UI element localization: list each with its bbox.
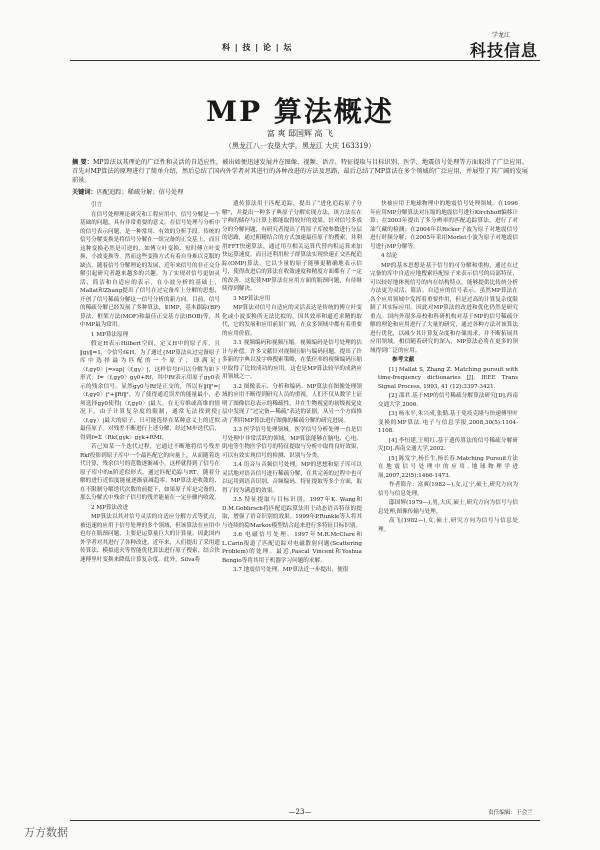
paragraph: 假定H表示Hilbert空间，定义H中的原子库，且‖gγ‖=1，令信号f∈H，为了通过{MP算法从过完备原子库中选择最为匹配的一个原子，即满足|〈f,gγ0〉|=sup|〈f,gγ〉|，这样信号f可以分解为如下形式：f=〈f,gγ0〉gγ0+Rf，其中Rf表示用原子gγ0表示的残余信号。显然gγ0与Rf是正交的，所以有‖f‖²=|〈f,gγ0〉|²+‖Rf‖²。为了使得通近误差的能量最小，必须选择gγ0使得|〈f,gγ0〉|最大。在无穷维或高维的情况下，由于计算复杂度的限制，通常无法找到使|〈f,gγ〉|最大的原子，只可能选择在某种意义上的近似最佳原子。对残差不断进行上述分解，经过M步迭代后，得到f=Σ〈Rkf,gγk〉gγk+RMf。	[80, 341, 220, 441]
journal-logo	[470, 30, 555, 58]
paragraph: 3.2 图像表示、分析和编码。MP算法在图像处理领域的应用不断得到研究人员的重视。人们不仅从数学上证明了图像信息表示的稀疏性，并在生物视觉的初级视觉皮层中发现了“过完备—稀疏”表达的证据。从另一个方面推动了利用MP算法进行图像的稀疏分解的研究进展。	[222, 383, 362, 424]
paragraph: MP的基本思想是基于信号的可分解和重构，通过在过完备的库中自适应地搜索匹配原子来表示信号的局部特征，可以较好地体现信号的内在结构特点，能够提供比传统分析方法更为灵活、简洁、自适应的信号表示。虽然MP算法在各个应用领域中发挥着重要作用，但是过高的计算复杂度限制了其实际应用。因此对MP算法的改进和优化仍然是研究重点。国内外很多高校和科研机构对基于MP的信号稀疏分解的理论和应用进行了大量的研究，通过各种方法对该算法进行优化，以减少其计算复杂度和存储需求，并不断拓展其应用领域，相信随着研究的深入，MP算法必将在更多的领域得到广泛的应用。	[370, 262, 518, 354]
section-heading: 3 MP算法应用	[233, 295, 271, 302]
reference-item: [3] 杨永平,朱兴成,张勤.基于免疫克隆与快速傅里叶变换的MP算法.电子与信息学报,2008,30(5):1104-1108.	[378, 411, 518, 434]
keywords-text: 匹配追踪；稀疏分解；信号处理	[96, 189, 184, 196]
page-number: —23—	[288, 808, 312, 816]
article-affiliation: （黑龙江八一农垦大学，黑龙江 大庆 163319）	[224, 142, 376, 150]
keywords-label: 关键词：	[72, 189, 97, 196]
logo-title: 科技信息	[470, 41, 539, 60]
text-column-3	[370, 200, 518, 840]
paragraph: 3.5 特征提取与目标识别。1997年K. Wang和D.M.Goblirsch将匹配追踪算法用于动态语音特征的提取，增强了语音识别的效果。1999年P.Runkle等人将其与连续的隐Markov模型结合起来进行多特征目标识别。	[222, 497, 362, 529]
text-column-2	[222, 200, 362, 840]
reference-item: 作者简介：富爽(1982—),女,辽宁,硕士,研究方向为信号与信息处理。	[378, 482, 518, 497]
section-heading: 2 MP算法改进	[91, 504, 129, 511]
paragraph: 3.4 语音与音频信号处理。MP的思想和原子库可以灵活地对语音信号进行稀疏分解，在其完善的过程中也可以运用到语音识别、音频编码、特征提取等多个方面，取得了较为满意的效果。	[222, 462, 362, 494]
references-heading: 参考文献	[392, 357, 415, 363]
abstract	[72, 158, 528, 185]
reference-item: 邸国辉(1979—),男,大庆,硕士,研究方向为信号与信息处理,图像传输与处理。	[378, 500, 518, 515]
reference-item: [5] 陈发宇,杨长生,杨长春.Matching Pursuit方法在地震信号处理中的应用.地球物理学进展,2007,22(5):1466-1473.	[378, 455, 518, 479]
reference-item: [2] 邵君.基于MP的信号稀疏分解算法研究[D].西南交通大学,2006.	[378, 393, 518, 408]
abstract-label: 摘 要：	[72, 159, 93, 166]
section-heading: 4 结论	[381, 253, 398, 259]
text-column-1	[80, 200, 220, 840]
article-authors: 富 爽 邸国辉 高 飞	[266, 129, 334, 138]
paragraph: 3.3 医学信号处理领域。医学信号分析处理一直是信号处理中非常活跃的领域。MP算法能够在脑电、心电、肌电等生物医学信号的特征提取与分析中取得良好效果，可以有效实现信号的检测、识别与分类。	[222, 427, 362, 459]
section-heading: 引言	[91, 202, 103, 208]
watermark: 万方数据	[24, 826, 68, 839]
reference-item: [4] 李恒建,王明红.基于遗传算法的信号稀疏分解研究[D].西南交通大学,2002.	[378, 437, 518, 452]
keywords	[72, 188, 528, 197]
reference-item: 高飞(1982—),女,硕士,研究方向为信号与信息处理。	[378, 518, 518, 533]
section-header: 科 | 技 | 论 | 坛	[222, 43, 293, 52]
logo-subtext: 学龙江	[492, 32, 511, 39]
section-heading: 1 MP算法原理	[91, 331, 129, 338]
abstract-text: MP算法以其理论的广泛性和灵活的自适应性，被出如便迅速发展并在图像、视频、语音、特征提取与目标识别、医学、地震信号处理等方面取得了广泛应用。首先对MP算法的原理进行了简单介绍，然后总结了国内外学者对其进行的各种改进的方法及思路，最后总结了MP算法在多个领域的广泛应用，并展望了其广阔的发展前景。	[72, 159, 529, 184]
paragraph: 3.7 地震信号处理。MP算法近一步提出，便很	[233, 567, 349, 573]
paragraph: 快被应用于地球物理中的地震信号处理领域。在1996年应用MP分解算法对压缩的地震信号进行Kirchhoff偏移计算；在2003年提出了多分辨率的匹配追踪算法，进行了对油气藏的检测；在2004年以Ricker子波为原子对地震信号进行时频分解；在2005年采用Morlet小波为原子对地震信号进行MP分解等。	[370, 201, 518, 250]
paragraph: MP算法对信号自适应的灵活表达是传统的傅立叶变化或小波变换所无法比拟的，因其效率和逼近求精的取代，它的发展和应用前景广阔，在众多领域中都有着重要的应用价值。	[222, 305, 362, 337]
paragraph: 遗传算法用于匹配追踪，提出了“进化追踪原子分解”，并提出一种多子典原子分解实现方法，该方法在在字典的储存与计算上都能取得较好的效果。针对信号多成分的分解问题，有研究者提出了将原子库按参数进行分层的思路，通过粗精结合的方式加速最佳原子的搜索，并利用FFT快速算法，通过用互相关运算代替内积运算来加快运算速度。而且还利用粒子群算法实现快速正交匹配追踪(OMP)算法，它以少量的原子能够更精确地表示信号，使得改进后的算法在收敛速度和精度方面都有了一定的改善，这促使MP算法在应用方面的瓶颈问题，有待继续得到解决。	[222, 201, 362, 292]
reference-item: [1] Mallat S, Zhang Z. Matching pursuit with time-frequency dictionaries [J]. IEEE Trans Signal Process, 1993, 41 (12):3397-3421.	[378, 366, 518, 390]
paragraph: MP算法以其对信号灵活的自适应分解方式等优点，被迅速的应用于信号处理的多个领域，但该算法在应用中也存在瓶颈问题，主要是运算量巨大的计算量。因此国内外学者对其进行了各种改进。近年来，人们提出了采用遗传算法、模拟退火等智能优化算法进行原子搜索，结合快速傅里叶变换来降低计算复杂度。此外，Silva将	[80, 514, 220, 563]
paragraph: 3.6 电磁信号处理。1997年M.R.McClure和L.Carin报道了匹配追踪对电磁散射问题(Scattering Problem)的处理。最近,Pascal Vincent和Yoshua Bengio等将其用于机器学习问题的求解。	[222, 532, 362, 564]
article-title: MP 算法概述	[206, 95, 394, 128]
paragraph: 3.1 视频编码和视频压缩。视频编码是信号处理的估计与补偿。许多文献针对视频压缩与编码问题，提出了许多新的字典以及字典搜索策略，在低位率的视频编码压缩中取得了比较成功的应用。这也是MP算法较早的成熟应用领域之一。	[222, 340, 362, 380]
responsible-editor: 责任编辑：于会兰	[488, 810, 533, 816]
paragraph: 在信号处理理论研究和工程应用中，信号分解是一个基础的问题，具有非常重要的意义。在信号处理与分析中的信号表示问题，是一种常用、有效的分析手段。传统的信号分解变换是将信号分解在一组完备的正交基上，而且这种变换必然是可逆的，如傅立叶变换、短时傅立叶变换、小波变换等。然而这些变换方式有着自身难以克服的缺点。随着信号分解理论的发展，近年来信号的非正交分解引起研究者越来越多的兴趣。为了实现对信号更加灵活、简洁和自适应的表示，在小波分析的基础上，Mallat和Zhang提出了信号在过完备库上分解的思想，开创了信号稀疏分解这一信号分析的新方向。目前，信号的稀疏分解已经发展了多种算法，如MP、基本跟踪(BP)算法、框架方法(MOF)和最佳正交基方法(BOB)等，其中MP最为常用。	[80, 211, 220, 328]
header-rule	[70, 60, 540, 61]
footer-rule	[70, 820, 540, 821]
paragraph: 若已知某一个迭代过程，它通过不断地将信号残差Rkf投影到原子库中一个最匹配它的向量上，从而随着迭代计算，残余信号的范数逐渐减小。这样就得到了信号在原子库中的n阶近似形式，通过匹配追踪与RT，随着分解的进行近似度能量逐渐衰减趋零。MP算法是收敛的，在不限制分解迭代次数的前提下，如果原子库是完备的，那么分解式中残余子信号的残差能量在一定步骤内收敛。	[80, 444, 220, 501]
